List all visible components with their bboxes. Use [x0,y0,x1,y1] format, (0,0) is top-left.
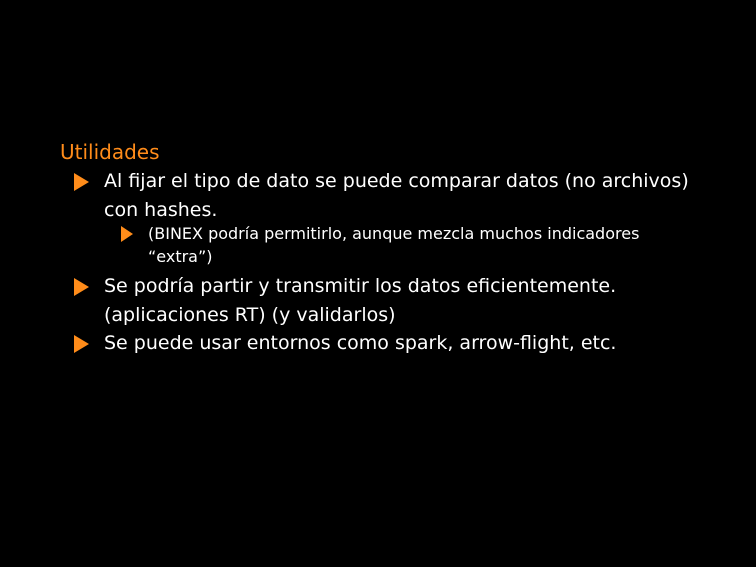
block-title: Utilidades [60,140,160,164]
bullet-triangle-icon [74,173,89,191]
list-item-text: Se puede usar entornos como spark, arrow-flight, etc. [104,332,617,354]
list-item-text: Al fijar el tipo de dato se puede comparar datos (no archivos) con hashes. [104,170,689,221]
list-item [104,167,704,225]
sub-bullet-triangle-icon [121,226,133,242]
sub-list-item-text: (BINEX podría permitirlo, aunque mezcla muchos indicadores “extra”) [148,224,640,266]
list-item-text: Se podría partir y transmitir los datos eficientemente. (aplicaciones RT) (y validarlos) [104,275,617,326]
bullet-triangle-icon [74,278,89,296]
list-item [104,329,704,358]
list-item [104,272,664,330]
bullet-triangle-icon [74,335,89,353]
sub-list-item [148,222,708,268]
